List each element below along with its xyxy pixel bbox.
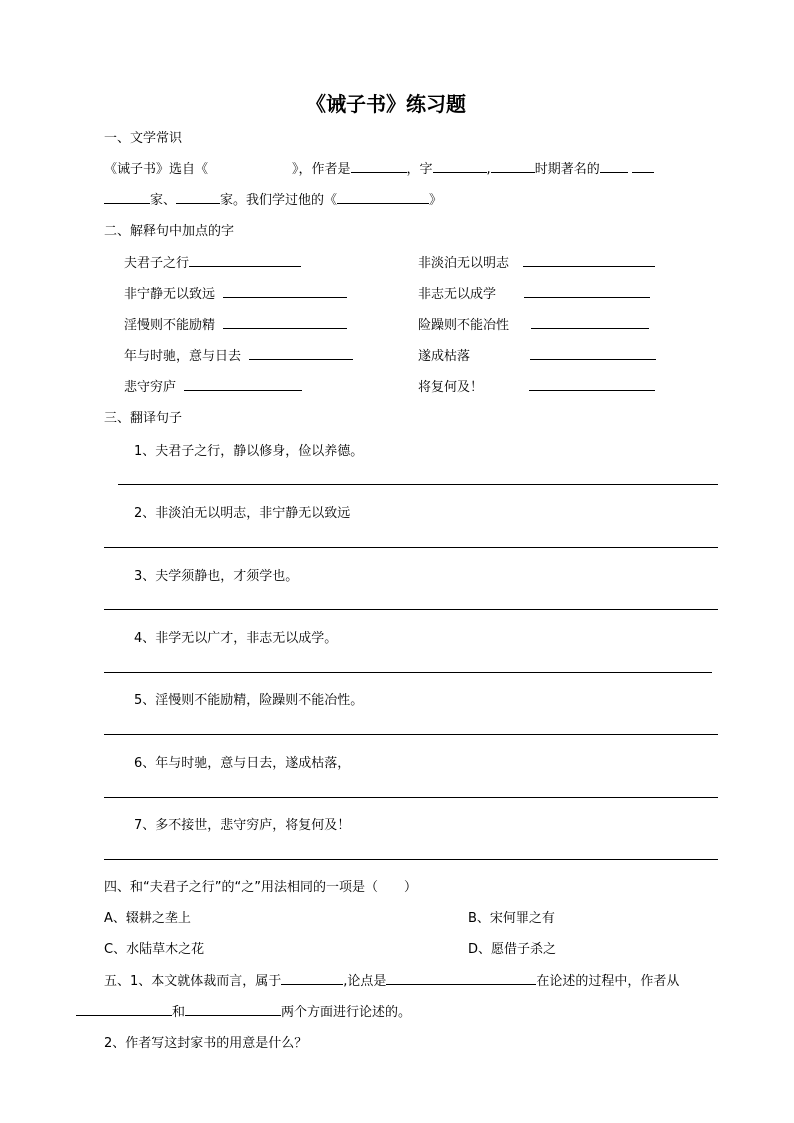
- author-blank[interactable]: [351, 158, 407, 173]
- explain-item: [418, 283, 650, 302]
- answer-line[interactable]: [104, 859, 718, 860]
- explain-item: [124, 283, 347, 302]
- explain-phrase: 淫慢则不能励精: [124, 318, 216, 333]
- text-fragment: 五、1、本文就体裁而言，属于: [104, 974, 282, 989]
- option-b[interactable]: B、宋何罪之有: [468, 911, 555, 926]
- answer-blank[interactable]: [223, 283, 347, 298]
- identity-blank-1[interactable]: [600, 158, 628, 173]
- section4-question: 四、和“夫君子之行”的“之”用法相同的一项是（ ）: [104, 880, 417, 895]
- page-title: 《诫子书》练习题: [306, 92, 466, 116]
- option-d[interactable]: D、愿借子杀之: [468, 942, 557, 957]
- section1-heading: 一、文学常识: [104, 131, 183, 146]
- answer-blank[interactable]: [523, 252, 655, 267]
- section2-heading: 二、解释句中加点的字: [104, 224, 235, 239]
- source-blank[interactable]: [208, 159, 292, 173]
- explain-item: [124, 314, 347, 333]
- text-fragment: ，字: [406, 162, 433, 177]
- answer-blank[interactable]: [524, 283, 650, 298]
- explain-item: [124, 376, 302, 395]
- explain-item: [418, 345, 656, 364]
- school-blank-1[interactable]: [104, 189, 150, 204]
- explain-phrase: 年与时驰，意与日去: [124, 349, 242, 364]
- answer-blank[interactable]: [249, 345, 353, 360]
- explain-phrase: 遂成枯落: [418, 349, 471, 364]
- thesis-blank[interactable]: [386, 970, 536, 985]
- text-fragment: 》，作者是: [292, 162, 351, 177]
- translate-sentence: 4、非学无以广才，非志无以成学。: [134, 631, 338, 646]
- genre-blank[interactable]: [281, 970, 343, 985]
- section3-heading: 三、翻译句子: [104, 411, 183, 426]
- section1-line2: [104, 189, 442, 208]
- school-blank-2[interactable]: [176, 189, 220, 204]
- answer-line[interactable]: [104, 734, 718, 735]
- translate-sentence: 7、多不接世，悲守穷庐，将复何及！: [134, 818, 351, 833]
- courtesy-name-blank[interactable]: [433, 158, 487, 173]
- work-blank[interactable]: [337, 189, 429, 204]
- explain-phrase: 非淡泊无以明志: [418, 256, 510, 271]
- explain-item: [418, 376, 655, 395]
- text-fragment: 家。我们学过他的《: [220, 193, 338, 208]
- translate-sentence: 5、淫慢则不能励精，险躁则不能冶性。: [134, 693, 364, 708]
- text-fragment: ,论点是: [343, 974, 387, 989]
- text-fragment: 两个方面进行论述的。: [281, 1005, 412, 1020]
- explain-item: [124, 252, 301, 271]
- explain-phrase: 非志无以成学: [418, 287, 497, 302]
- answer-line[interactable]: [118, 484, 718, 485]
- explain-item: [418, 252, 655, 271]
- explain-phrase: 非宁静无以致远: [124, 287, 216, 302]
- section5-question2: 2、作者写这封家书的用意是什么？: [104, 1036, 308, 1051]
- text-fragment: 家、: [150, 193, 177, 208]
- answer-blank[interactable]: [223, 314, 347, 329]
- explain-phrase: 悲守穷庐: [124, 380, 177, 395]
- aspect-blank-2[interactable]: [185, 1001, 281, 1016]
- section5-line2: [76, 1001, 411, 1020]
- text-fragment: 时期著名的: [534, 162, 600, 177]
- translate-sentence: 3、夫学须静也，才须学也。: [134, 569, 299, 584]
- text-fragment: 在论述的过程中，作者从: [536, 974, 680, 989]
- answer-blank[interactable]: [530, 345, 656, 360]
- text-fragment: 《诫子书》选自《: [104, 162, 209, 177]
- aspect-blank-1[interactable]: [76, 1001, 172, 1016]
- explain-phrase: 险躁则不能冶性: [418, 318, 510, 333]
- explain-item: [418, 314, 649, 333]
- answer-line[interactable]: [104, 797, 718, 798]
- text-fragment: 和: [172, 1005, 186, 1020]
- translate-sentence: 1、夫君子之行，静以修身，俭以养德。: [134, 444, 364, 459]
- option-c[interactable]: C、水陆草木之花: [104, 942, 205, 957]
- translate-sentence: 2、非淡泊无以明志，非宁静无以致远: [134, 506, 351, 521]
- answer-blank[interactable]: [184, 376, 302, 391]
- answer-line[interactable]: [104, 672, 712, 673]
- explain-phrase: 夫君子之行: [124, 256, 190, 271]
- explain-phrase: 将复何及！: [418, 380, 484, 395]
- answer-blank[interactable]: [189, 252, 301, 267]
- answer-line[interactable]: [104, 609, 718, 610]
- option-a[interactable]: A、辍耕之垄上: [104, 911, 191, 926]
- era-blank[interactable]: [491, 158, 535, 173]
- answer-blank[interactable]: [531, 314, 649, 329]
- text-fragment: ,: [486, 162, 491, 177]
- answer-line[interactable]: [104, 547, 718, 548]
- text-fragment: 》: [429, 193, 443, 208]
- explain-item: [124, 345, 353, 364]
- section1-line1: [104, 158, 654, 177]
- translate-sentence: 6、年与时驰，意与日去，遂成枯落，: [134, 756, 351, 771]
- answer-blank[interactable]: [529, 376, 655, 391]
- identity-blank-2[interactable]: [632, 158, 654, 173]
- section5-line1: [104, 970, 679, 989]
